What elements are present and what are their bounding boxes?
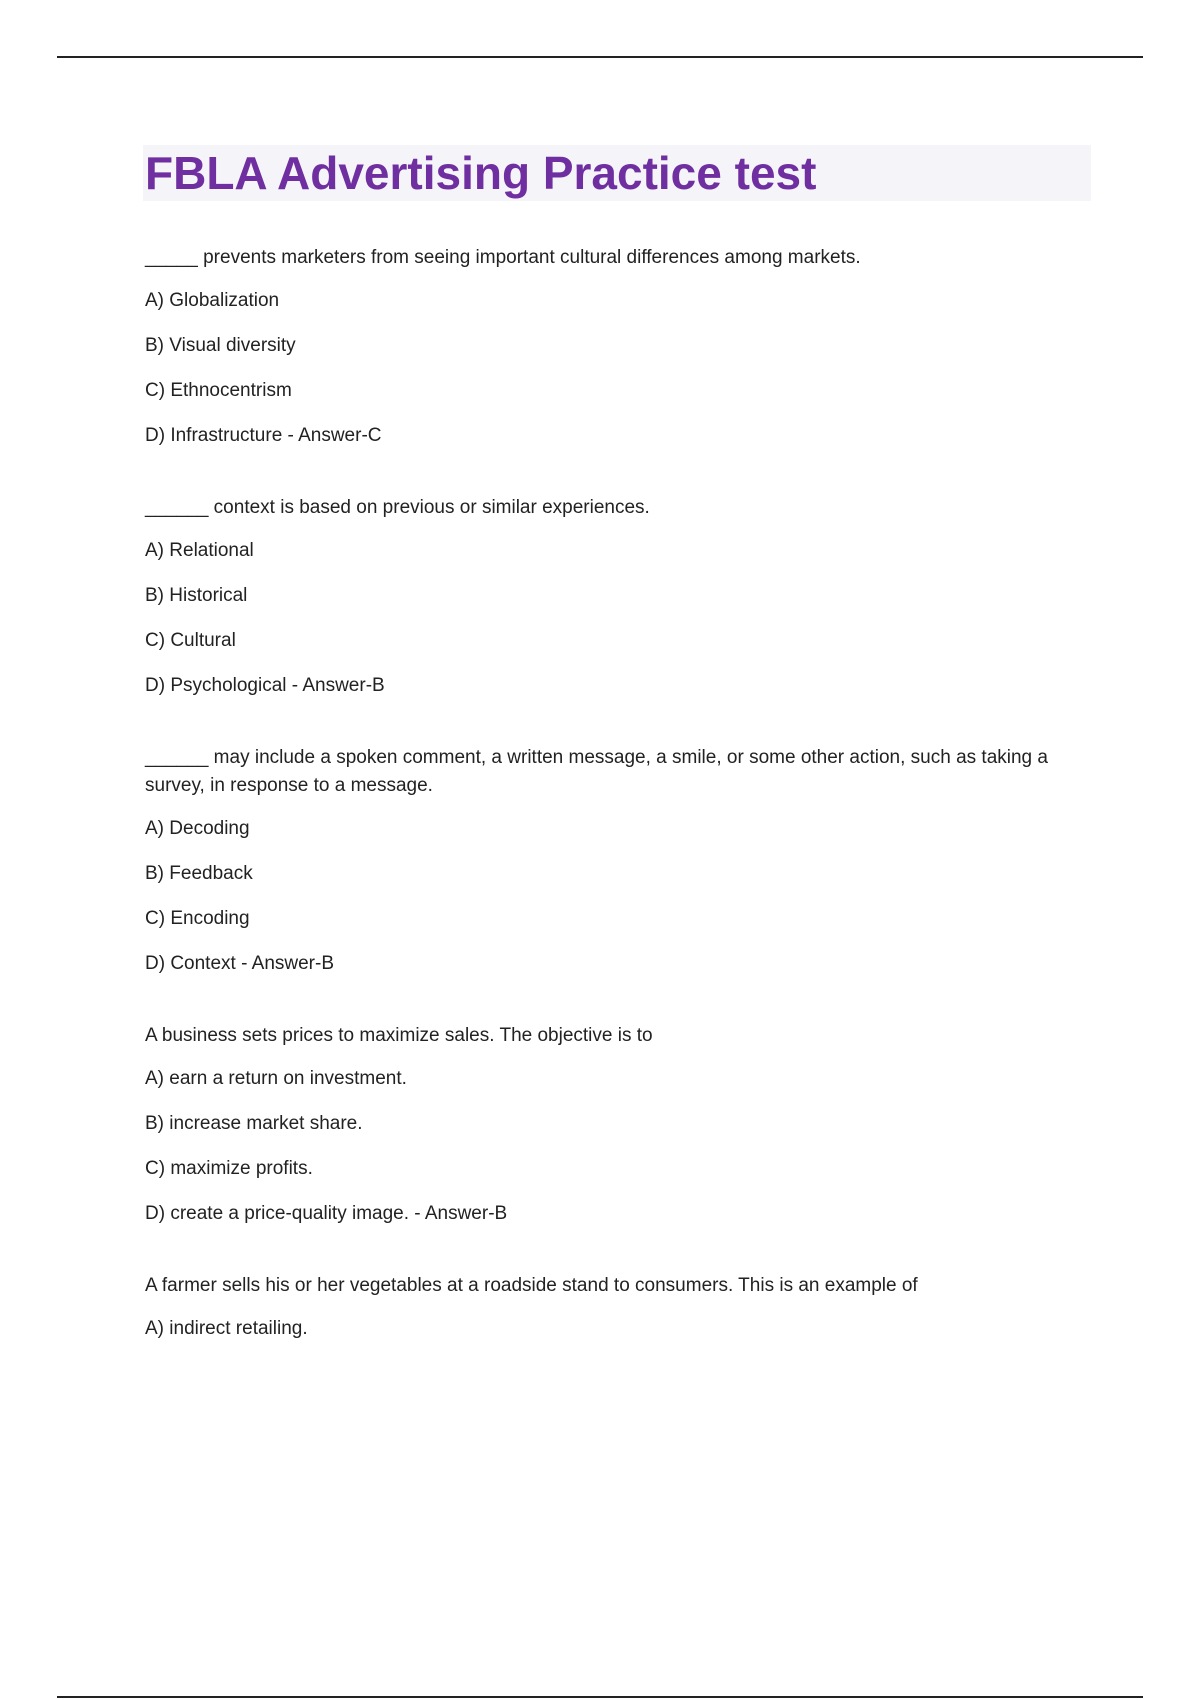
- bottom-rule: [57, 1696, 1143, 1698]
- question-text: A business sets prices to maximize sales. The objective is to: [145, 1025, 653, 1046]
- question-block-1: [145, 244, 1085, 450]
- answer-option: A) Globalization: [145, 290, 280, 311]
- answer-option: A) earn a return on investment.: [145, 1068, 407, 1089]
- answer-option: C) maximize profits.: [145, 1158, 313, 1179]
- answer-option: D) Infrastructure - Answer-C: [145, 425, 382, 446]
- question-text: ______ may include a spoken comment, a written message, a smile, or some other action, such as taking a survey, in response to a message.: [145, 747, 1048, 796]
- document-title: FBLA Advertising Practice test: [145, 147, 817, 199]
- question-block-2: [145, 494, 1085, 700]
- answer-option: D) Psychological - Answer-B: [145, 675, 385, 696]
- answer-option: C) Cultural: [145, 630, 236, 651]
- answer-option: B) increase market share.: [145, 1113, 363, 1134]
- question-block-3: [145, 744, 1085, 978]
- answer-option: B) Historical: [145, 585, 248, 606]
- question-text: A farmer sells his or her vegetables at a roadside stand to consumers. This is an example of: [145, 1275, 918, 1296]
- answer-option: A) Relational: [145, 540, 254, 561]
- question-list: [145, 244, 1085, 1387]
- answer-option: D) create a price-quality image. - Answer-B: [145, 1203, 508, 1224]
- answer-option: C) Ethnocentrism: [145, 380, 292, 401]
- question-text: ______ context is based on previous or similar experiences.: [145, 497, 650, 518]
- question-block-5: [145, 1272, 1085, 1343]
- question-block-4: [145, 1022, 1085, 1228]
- question-text: _____ prevents marketers from seeing important cultural differences among markets.: [145, 247, 861, 268]
- answer-option: D) Context - Answer-B: [145, 953, 334, 974]
- answer-option: B) Visual diversity: [145, 335, 296, 356]
- answer-option: A) Decoding: [145, 818, 250, 839]
- answer-option: B) Feedback: [145, 863, 253, 884]
- answer-option: A) indirect retailing.: [145, 1318, 308, 1339]
- answer-option: C) Encoding: [145, 908, 250, 929]
- top-rule: [57, 56, 1143, 58]
